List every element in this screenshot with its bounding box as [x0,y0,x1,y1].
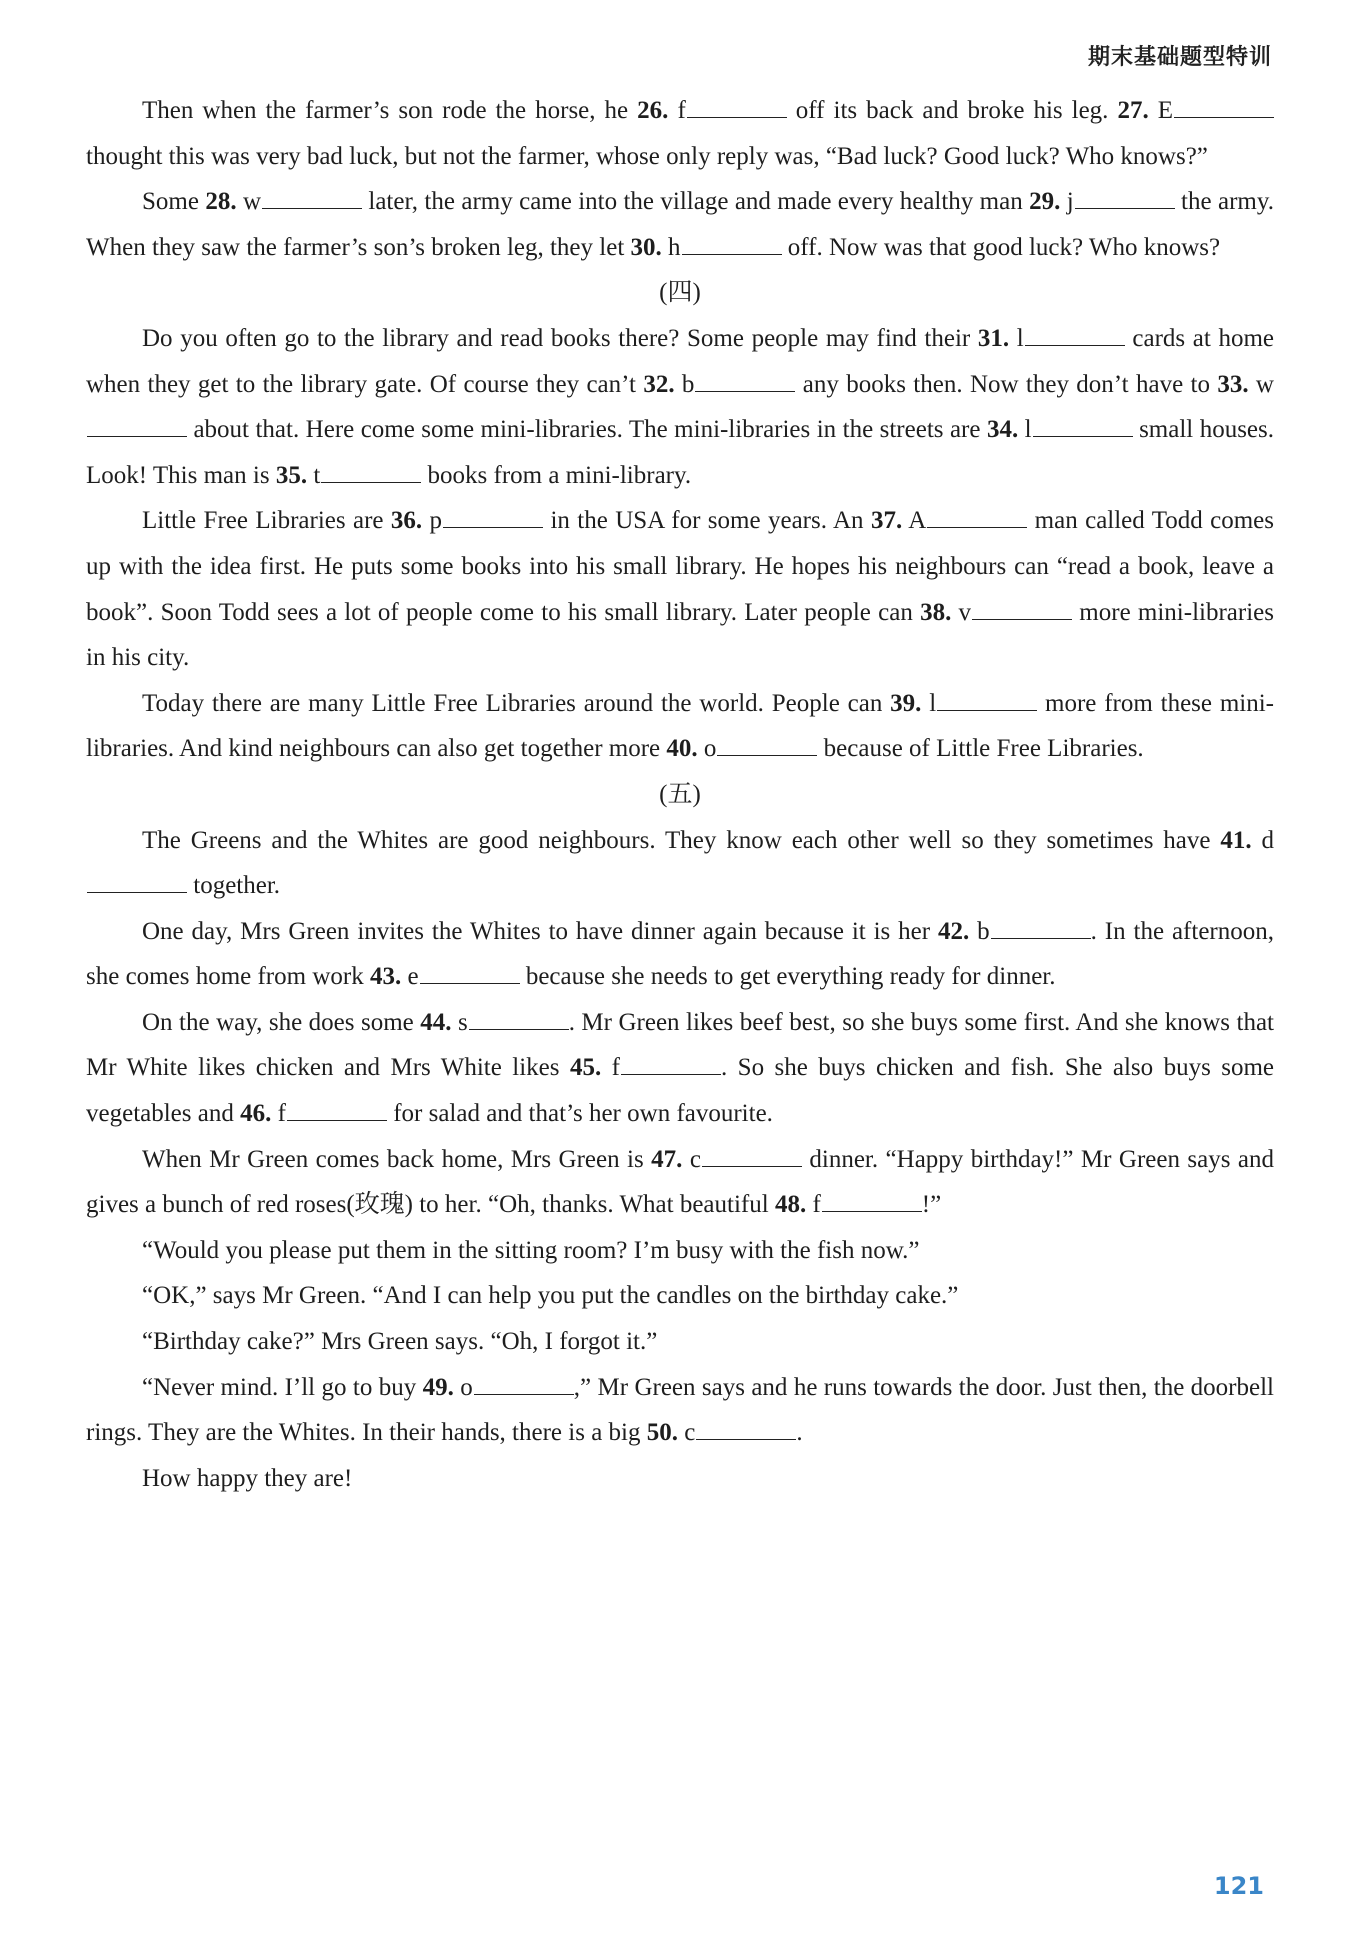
text-segment: in the USA for some years. An [543,507,871,535]
question-number: 34. [986,416,1019,444]
text-segment: “OK,” says Mr Green. “And I can help you put the candles on the birthday cake.” [142,1282,959,1310]
question-number: 29. [1029,188,1061,216]
text-segment: When Mr Green comes back home, Mrs Green is [142,1145,652,1173]
text-segment: . [796,1419,803,1447]
text-segment: One day, Mrs Green invites the Whites to have dinner again because it is her [142,917,938,945]
question-number: 47. [651,1145,683,1173]
answer-blank[interactable] [87,872,187,893]
text-segment: E [1148,97,1174,124]
answer-blank[interactable] [822,1191,922,1212]
answer-blank[interactable] [696,1419,796,1440]
text-segment: Then when the farmer’s son rode the horse, he [142,97,638,124]
question-number: 30. [630,233,662,261]
question-number: 26. [637,97,669,124]
text-segment: l [1009,324,1024,352]
paragraph [86,1228,1274,1274]
text-segment: . So she buys chicken and fish. She also buys some vegetables and [86,1054,1275,1128]
paragraph [86,1365,1274,1456]
text-segment: A [902,507,927,535]
text-segment: c [677,1419,696,1447]
text-segment: l [921,689,937,717]
answer-blank[interactable] [717,735,817,756]
text-segment: How happy they are! [142,1464,353,1492]
text-segment: “Would you please put them in the sitting room? I’m busy with the fish now.” [142,1236,920,1264]
answer-blank[interactable] [87,416,187,437]
text-segment: more from these mini-libraries. And kind neighbours can also get together more [86,689,1274,763]
answer-blank[interactable] [420,963,520,984]
paragraph [86,1000,1274,1137]
text-segment: The Greens and the Whites are good neighbours. They know each other well so they sometimes have [142,826,1221,854]
answer-blank[interactable] [1174,97,1274,118]
text-segment: dinner. “Happy birthday!” Mr Green says and gives a bunch of red roses(玫瑰) to her. “Oh, thanks. What beautiful [86,1145,1274,1219]
text-segment: because she needs to get everything ready for dinner. [519,963,1056,991]
answer-blank[interactable] [991,918,1091,939]
text-segment: Do you often go to the library and read books there? Some people may find their [142,324,978,352]
answer-blank[interactable] [321,462,421,483]
paragraph [86,1137,1274,1228]
paragraph [86,909,1274,1000]
paragraph [86,316,1274,498]
text-segment: “Never mind. I’ll go to buy [142,1373,423,1401]
text-segment: about that. Here come some mini-libraries. The mini-libraries in the streets are [187,416,987,444]
paragraph [86,1319,1274,1365]
answer-blank[interactable] [262,188,362,209]
text-segment: more mini-libraries in his city. [86,598,1274,672]
text-segment: o [697,735,717,763]
text-segment: w [1248,370,1274,398]
text-segment: b [674,370,695,398]
answer-blank[interactable] [687,97,787,118]
answer-blank[interactable] [927,507,1027,528]
paragraph [86,681,1274,772]
answer-blank[interactable] [682,234,782,255]
question-number: 33. [1217,370,1249,398]
answer-blank[interactable] [972,599,1072,620]
text-segment: e [401,963,419,991]
question-number: 39. [890,689,922,717]
text-segment: f [806,1191,821,1219]
text-segment: thought this was very bad luck, but not the farmer, whose only reply was, “Bad luck? Good luck? Who knows?” [86,142,1208,170]
text-segment: “Birthday cake?” Mrs Green says. “Oh, I forgot it.” [142,1328,658,1356]
page-number: 121 [1213,1872,1264,1900]
text-segment: s [451,1008,468,1036]
paragraph [86,88,1274,179]
answer-blank[interactable] [1075,188,1175,209]
text-segment: later, the army came into the village and made every healthy man [362,188,1030,216]
question-number: 37. [870,507,903,535]
text-segment: any books then. Now they don’t have to [795,370,1218,398]
text-segment: ,” Mr Green says and he runs towards the door. Just then, the doorbell rings. They are the Whites. In their hands, there is a big [86,1373,1274,1447]
text-segment: d [1251,826,1274,854]
answer-blank[interactable] [443,507,543,528]
answer-blank[interactable] [1025,325,1125,346]
article-body [86,88,1274,1501]
text-segment: cards at home when they get to the library gate. Of course they can’t [86,324,1274,398]
text-segment: for salad and that’s her own favourite. [386,1100,773,1128]
text-segment: Little Free Libraries are [142,507,391,535]
text-segment: off. Now was that good luck? Who knows? [781,233,1221,261]
question-number: 48. [774,1191,807,1219]
answer-blank[interactable] [474,1374,574,1395]
section-heading: (四) [659,279,701,307]
question-number: 44. [420,1008,452,1036]
text-segment: p [422,507,443,535]
text-segment: books from a mini-library. [421,461,692,489]
text-segment: c [682,1145,701,1173]
paragraph [86,1273,1274,1319]
text-segment: the army. When they saw the farmer’s son’s broken leg, they let [86,188,1274,261]
text-segment: off its back and broke his leg. [786,97,1118,124]
question-number: 28. [205,188,237,216]
question-number: 32. [643,370,675,398]
question-number: 35. [275,461,308,489]
text-segment: On the way, she does some [142,1008,421,1036]
text-segment: small houses. Look! This man is [86,416,1274,489]
text-segment: w [236,188,262,216]
text-segment: . In the afternoon, she comes home from work [86,917,1275,991]
question-number: 45. [569,1054,602,1082]
question-number: 42. [938,917,970,945]
answer-blank[interactable] [695,371,795,392]
text-segment: v [951,598,972,626]
answer-blank[interactable] [937,690,1037,711]
answer-blank[interactable] [702,1146,802,1167]
question-number: 38. [920,598,952,626]
question-number: 31. [977,324,1010,352]
question-number: 41. [1220,826,1252,854]
text-segment: j [1060,188,1074,216]
answer-blank[interactable] [287,1100,387,1121]
question-number: 43. [369,963,402,991]
text-segment: !” [921,1191,942,1219]
paragraph [86,1456,1274,1502]
question-number: 46. [240,1100,272,1128]
paragraph [86,818,1274,909]
text-segment: b [969,917,990,945]
text-segment: f [668,97,686,124]
text-segment: because of Little Free Libraries. [817,735,1144,763]
text-segment: together. [187,872,281,900]
paragraph [86,179,1274,270]
text-segment: Today there are many Little Free Libraries around the world. People can [142,689,891,717]
text-segment: h [661,233,681,261]
header-title: 期末基础题型特训 [1087,45,1272,70]
question-number: 40. [666,735,698,763]
question-number: 49. [422,1373,454,1401]
text-segment: o [453,1373,473,1401]
text-segment: Some [142,188,206,216]
answer-blank[interactable] [621,1054,721,1075]
text-segment: f [601,1054,620,1082]
answer-blank[interactable] [1033,416,1133,437]
section-heading: (五) [659,780,701,808]
question-number: 50. [646,1419,678,1447]
text-segment: . Mr Green likes beef best, so she buys some first. And she knows that Mr White likes chicken and Mrs White likes [86,1008,1274,1082]
text-segment: t [307,461,321,489]
text-segment: man called Todd comes up with the idea first. He puts some books into his small library. He hopes his neighbours can “read a book, leave a book”. Soon Todd sees a lot of people come to his small library. Later people can [86,507,1275,626]
answer-blank[interactable] [469,1009,569,1030]
text-segment: l [1018,416,1032,444]
text-segment: f [271,1100,286,1128]
question-number: 36. [390,507,423,535]
question-number: 27. [1117,97,1149,124]
paragraph [86,498,1274,680]
